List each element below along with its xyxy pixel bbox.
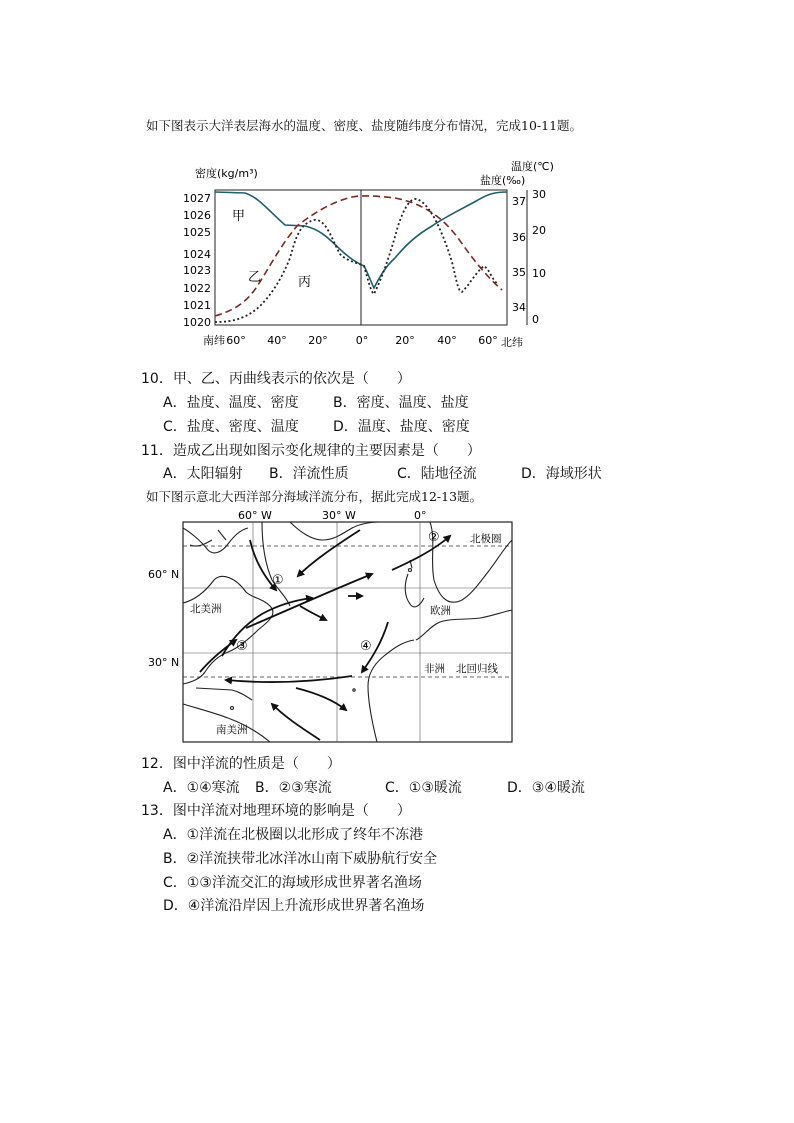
left-tick: 1022 [183,282,211,295]
sal-tick: 34 [512,301,526,314]
x-right-label: 北纬 [501,336,523,349]
q13-option-d[interactable]: D．④洋流沿岸因上升流形成世界著名渔场 [163,898,425,914]
left-tick: 1026 [183,209,211,222]
x-tick: 40° [267,334,287,347]
q11-option-a[interactable]: A．太阳辐射 [163,466,243,482]
lon-label-30w: 30° W [322,509,356,522]
right-axis-title-sal: 盐度(‰) [480,174,526,187]
x-tick: 60° [226,334,246,347]
label-south-america: 南美洲 [216,724,248,736]
x-tick: 20° [395,334,415,347]
intro-text-1: 如下图表示大洋表层海水的温度、密度、盐度随纬度分布情况，完成10-11题。 [146,118,583,133]
q13-stem: 13．图中洋流对地理环境的影响是（ ） [141,803,411,819]
left-tick: 1025 [183,226,211,239]
left-tick: 1020 [183,316,211,329]
north-atlantic-current-map [140,505,520,750]
left-tick: 1023 [183,264,211,277]
q12-option-c[interactable]: C．①③暖流 [385,780,462,796]
curve-yi [215,196,502,316]
label-bing: 丙 [298,275,312,290]
left-tick: 1024 [183,248,211,261]
q10-option-a[interactable]: A．盐度、温度、密度 [163,395,299,411]
label-north-america: 北美洲 [190,603,222,615]
left-tick: 1021 [183,299,211,312]
lat-label-60n: 60° N [148,568,180,581]
q11-option-d[interactable]: D．海域形状 [521,466,602,482]
label-arctic-circle: 北极圈 [470,533,502,545]
ocean-property-chart [180,156,560,356]
q12-option-b[interactable]: B．②③寒流 [255,780,332,796]
sal-tick: 35 [512,266,526,279]
q10-option-b[interactable]: B．密度、温度、盐度 [333,395,469,411]
temp-tick: 0 [532,313,539,326]
marker-2: ② [428,530,440,545]
x-tick: 20° [308,334,328,347]
sal-tick: 36 [512,231,526,244]
q13-option-c[interactable]: C．①③洋流交汇的海域形成世界著名渔场 [163,875,422,891]
q10-option-d[interactable]: D．温度、盐度、密度 [333,419,470,435]
q13-option-b[interactable]: B．②洋流挟带北冰洋冰山南下威胁航行安全 [163,851,438,867]
x-tick: 60° [478,334,498,347]
curve-bing [215,199,498,322]
q10-option-c[interactable]: C．盐度、密度、温度 [163,419,299,435]
label-europe: 欧洲 [430,605,451,617]
sal-tick: 37 [512,195,526,208]
marker-4: ④ [360,639,372,654]
left-tick: 1027 [183,192,211,205]
q12-stem: 12．图中洋流的性质是（ ） [141,756,341,772]
right-axis-title-temp: 温度(℃) [511,160,554,173]
marker-3: ③ [236,639,248,654]
x-tick: 40° [437,334,457,347]
label-jia: 甲 [232,209,246,224]
q12-option-a[interactable]: A．①④寒流 [163,780,240,796]
q11-stem: 11．造成乙出现如图示变化规律的主要因素是（ ） [141,443,481,459]
temp-tick: 20 [532,224,546,237]
q11-option-c[interactable]: C．陆地径流 [397,466,477,482]
marker-1: ① [272,573,284,588]
lon-label-0: 0° [414,509,427,522]
lat-label-30n: 30° N [148,656,180,669]
label-tropic: 北回归线 [456,663,498,675]
q12-option-d[interactable]: D．③④暖流 [507,780,585,796]
label-africa: 非洲 [424,663,445,675]
x-left-label: 南纬 [203,334,225,347]
left-axis-title: 密度(kg/m³) [195,167,258,180]
label-yi: 乙 [248,270,262,285]
temp-tick: 10 [532,267,546,280]
x-tick: 0° [355,334,369,347]
intro-text-2: 如下图示意北大西洋部分海域洋流分布，据此完成12-13题。 [146,489,483,504]
temp-tick: 30 [532,188,546,201]
lon-label-60w: 60° W [238,509,272,522]
q11-option-b[interactable]: B．洋流性质 [269,466,349,482]
q13-option-a[interactable]: A．①洋流在北极圈以北形成了终年不冻港 [163,827,424,843]
q10-stem: 10．甲、乙、丙曲线表示的依次是（ ） [141,371,411,387]
